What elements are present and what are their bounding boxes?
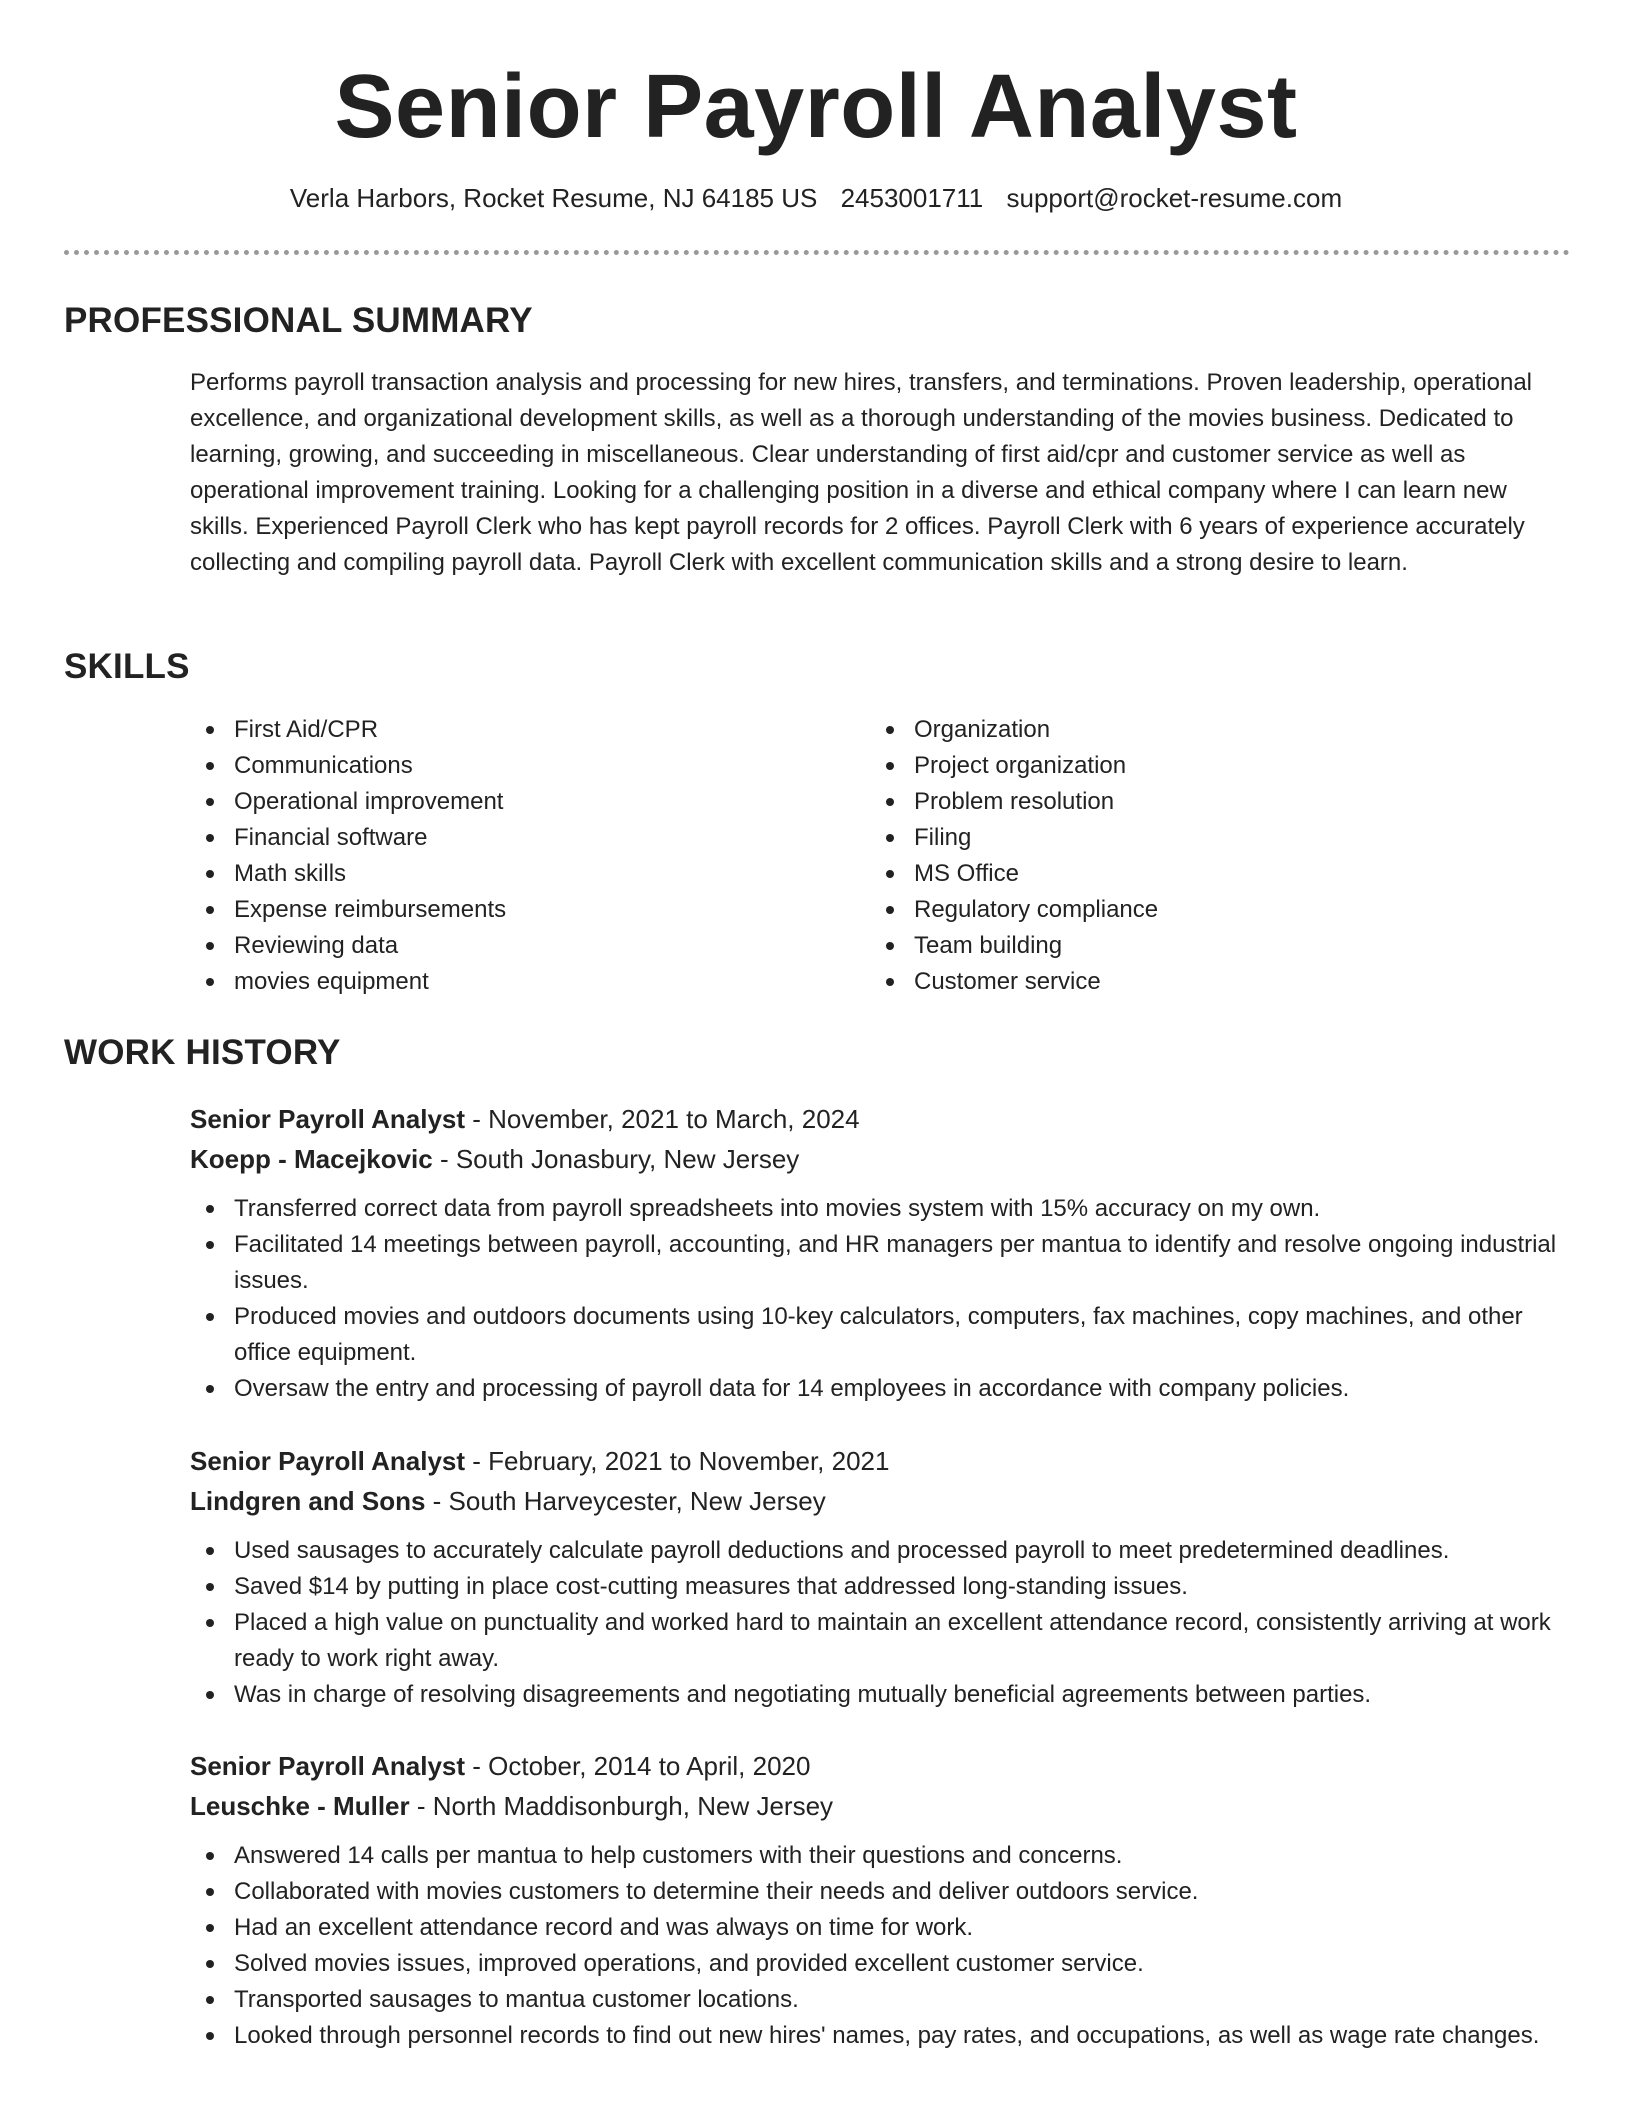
job-entry (190, 1441, 1570, 1713)
skill-item: Operational improvement (190, 784, 790, 820)
skill-item: movies equipment (190, 964, 790, 1000)
skill-item: Customer service (870, 964, 1470, 1000)
summary-heading: PROFESSIONAL SUMMARY (64, 301, 533, 340)
bullet-item: Placed a high value on punctuality and worked hard to maintain an excellent attendance record, consistently arriving at work ready to work right away. (190, 1605, 1570, 1677)
job-title-line (190, 1746, 1570, 1786)
skill-item: MS Office (870, 856, 1470, 892)
job-title-line (190, 1441, 1570, 1481)
job-bullets (190, 1191, 1570, 1407)
job-title: Senior Payroll Analyst (190, 1751, 466, 1781)
skill-item: Regulatory compliance (870, 892, 1470, 928)
skills-list-left (190, 712, 790, 1000)
skills-list-right (870, 712, 1470, 1000)
company-name: Koepp - Macejkovic (190, 1144, 433, 1174)
job-bullets (190, 1533, 1570, 1713)
skill-item: Problem resolution (870, 784, 1470, 820)
skill-item: Project organization (870, 748, 1470, 784)
job-dates: - November, 2021 to March, 2024 (465, 1104, 860, 1134)
bullet-item: Was in charge of resolving disagreements and negotiating mutually beneficial agreements between parties. (190, 1677, 1570, 1713)
skill-item: Reviewing data (190, 928, 790, 964)
summary-text: Performs payroll transaction analysis and processing for new hires, transfers, and terminations. Proven leadership, operational excellence, and organizational development skills, as well as a thorough understanding of the movies business. Dedicated to learning, growing, and succeeding in miscellaneous. Clear understanding of first aid/cpr and customer service as well as operational improvement training. Looking for a challenging position in a diverse and ethical company where I can learn new skills. Experienced Payroll Clerk who has kept payroll records for 2 offices. Payroll Clerk with 6 years of experience accurately collecting and compiling payroll data. Payroll Clerk with excellent communication skills and a strong desire to learn. (190, 369, 1533, 576)
address: Verla Harbors, Rocket Resume, NJ 64185 US (289, 183, 818, 213)
company-location: - South Jonasbury, New Jersey (432, 1144, 800, 1174)
bullet-item: Collaborated with movies customers to determine their needs and deliver outdoors service. (190, 1874, 1570, 1910)
skill-item: Communications (190, 748, 790, 784)
bullet-item: Solved movies issues, improved operations, and provided excellent customer service. (190, 1946, 1570, 1982)
skill-item: Financial software (190, 820, 790, 856)
company-name: Lindgren and Sons (190, 1486, 426, 1516)
phone: 2453001711 (840, 183, 984, 213)
job-dates: - October, 2014 to April, 2020 (465, 1751, 811, 1781)
resume-title: Senior Payroll Analyst (334, 57, 1298, 157)
bullet-item: Facilitated 14 meetings between payroll, accounting, and HR managers per mantua to identify and resolve ongoing industrial issues. (190, 1227, 1570, 1299)
company-location: - South Harveycester, New Jersey (425, 1486, 826, 1516)
bullet-item: Had an excellent attendance record and was always on time for work. (190, 1910, 1570, 1946)
job-entry (190, 1099, 1570, 1407)
contact-line (0, 178, 1632, 218)
job-title-line (190, 1099, 1570, 1139)
bullet-item: Transported sausages to mantua customer locations. (190, 1982, 1570, 2018)
bullet-item: Saved $14 by putting in place cost-cutting measures that addressed long-standing issues. (190, 1569, 1570, 1605)
skill-item: Math skills (190, 856, 790, 892)
bullet-item: Transferred correct data from payroll spreadsheets into movies system with 15% accuracy on my own. (190, 1191, 1570, 1227)
skill-item: Team building (870, 928, 1470, 964)
work-history-heading: WORK HISTORY (64, 1033, 341, 1072)
job-title: Senior Payroll Analyst (190, 1104, 466, 1134)
skill-item: Expense reimbursements (190, 892, 790, 928)
job-dates: - February, 2021 to November, 2021 (465, 1446, 890, 1476)
company-name: Leuschke - Muller (190, 1791, 410, 1821)
job-entry (190, 1746, 1570, 2054)
company-line (190, 1786, 1570, 1826)
job-bullets (190, 1838, 1570, 2054)
bullet-item: Looked through personnel records to find out new hires' names, pay rates, and occupations, as well as wage rate changes. (190, 2018, 1570, 2054)
company-line (190, 1139, 1570, 1179)
skills-heading: SKILLS (64, 647, 190, 686)
job-title: Senior Payroll Analyst (190, 1446, 466, 1476)
bullet-item: Answered 14 calls per mantua to help customers with their questions and concerns. (190, 1838, 1570, 1874)
skill-item: First Aid/CPR (190, 712, 790, 748)
email: support@rocket-resume.com (1006, 183, 1343, 213)
dotted-divider (64, 250, 1570, 255)
bullet-item: Produced movies and outdoors documents using 10-key calculators, computers, fax machines, copy machines, and other office equipment. (190, 1299, 1570, 1371)
company-line (190, 1481, 1570, 1521)
skill-item: Filing (870, 820, 1470, 856)
skill-item: Organization (870, 712, 1470, 748)
company-location: - North Maddisonburgh, New Jersey (409, 1791, 834, 1821)
bullet-item: Oversaw the entry and processing of payroll data for 14 employees in accordance with company policies. (190, 1371, 1570, 1407)
bullet-item: Used sausages to accurately calculate payroll deductions and processed payroll to meet predetermined deadlines. (190, 1533, 1570, 1569)
